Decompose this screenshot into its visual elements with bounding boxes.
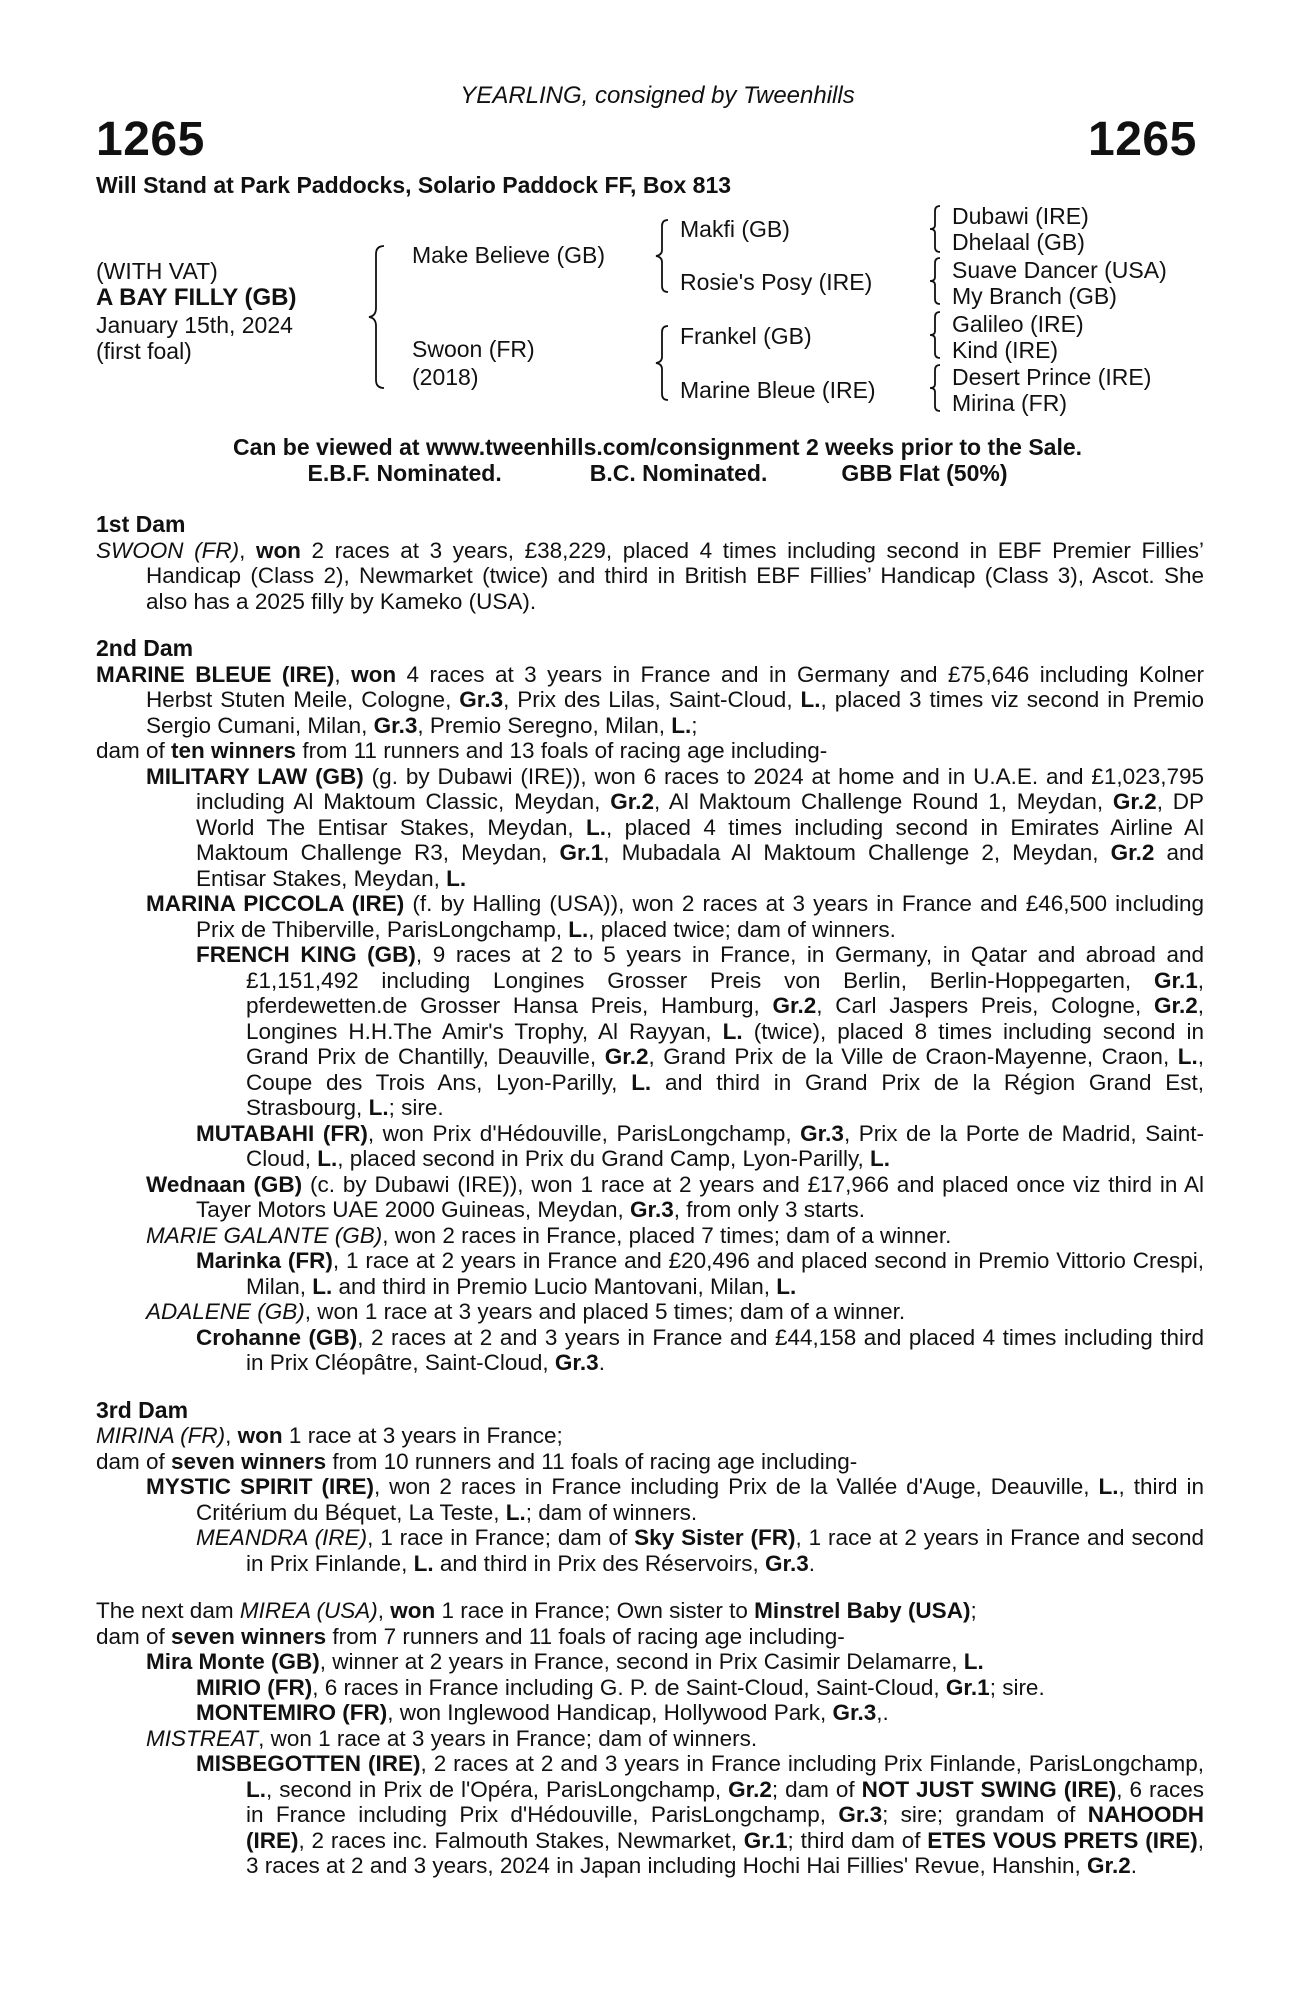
ancestor-g2: Dhelaal (GB) — [952, 229, 1085, 255]
ancestor-g1: Dubawi (IRE) — [952, 203, 1089, 229]
dam-dam: Marine Bleue (IRE) — [680, 377, 876, 403]
second-dam-entry: MARINE BLEUE (IRE), won 4 races at 3 years in France and in Germany and £75,646 including Kolner Herbst Stuten Meile, Cologne, Gr.3, Prix des Lilas, Saint-Cloud, L., placed 3 times viz second in Premio Sergio Cumani, Milan, Gr.3, Premio Seregno, Milan, L.; — [96, 661, 1204, 738]
horse-name: A BAY FILLY (GB) — [96, 284, 297, 311]
ancestor-g8: Mirina (FR) — [952, 390, 1067, 416]
bc-nominated: B.C. Nominated. — [589, 460, 768, 486]
produce-meandra: MEANDRA (IRE), 1 race in France; dam of Sky Sister (FR), 1 race at 2 years in France and second in Prix Finlande, L. and third in Prix des Réservoirs, Gr.3. — [196, 1525, 1204, 1576]
nominations-line — [0, 460, 1315, 487]
pedigree-brace-4 — [926, 204, 946, 254]
ancestor-g6: Kind (IRE) — [952, 337, 1059, 363]
first-dam-entry: SWOON (FR), won 2 races at 3 years, £38,229, placed 4 times including second in EBF Premier Fillies’ Handicap (Class 2), Newmarket (twice) and third in British EBF Fillies’ Handicap (Class 3), Ascot. She also has a 2025 filly by Kameko (USA). — [96, 537, 1204, 614]
ancestor-g4: My Branch (GB) — [952, 283, 1117, 309]
produce-marie-galante: MARIE GALANTE (GB), won 2 races in France, placed 7 times; dam of a winner. — [146, 1222, 952, 1248]
viewing-notice: Can be viewed at www.tweenhills.com/consignment 2 weeks prior to the Sale. — [232, 434, 1083, 460]
produce-wednaan: Wednaan (GB) (c. by Dubawi (IRE)), won 1 race at 2 years and £17,966 and placed once viz third in Al Tayer Motors UAE 2000 Guineas, Meydan, Gr.3, from only 3 starts. — [146, 1171, 1205, 1222]
dam-sire: Frankel (GB) — [680, 323, 812, 349]
catalogue-body — [96, 512, 1204, 1879]
third-dam-entry: MIRINA (FR), won 1 race at 3 years in France; — [96, 1423, 563, 1448]
produce-crohanne: Crohanne (GB), 2 races at 2 and 3 years in France and £44,158 and placed 4 times including third in Prix Cléopâtre, Saint-Cloud, Gr.3. — [196, 1324, 1204, 1375]
sire-sire: Makfi (GB) — [680, 216, 790, 242]
section-heading-3rd-dam: 3rd Dam — [96, 1396, 189, 1423]
sire-dam: Rosie's Posy (IRE) — [680, 269, 873, 295]
foaling-date: January 15th, 2024 — [96, 312, 293, 338]
produce-mirio: MIRIO (FR), 6 races in France including G. P. de Saint-Cloud, Saint-Cloud, Gr.1; sire. — [196, 1674, 1045, 1700]
dam-name: Swoon (FR) — [412, 336, 535, 362]
section-heading-1st-dam: 1st Dam — [96, 511, 186, 537]
pedigree-brace-5 — [926, 256, 946, 306]
pedigree-brace-1 — [366, 244, 390, 390]
next-dam-produce-summary: dam of seven winners from 7 runners and 11 foals of racing age including- — [96, 1623, 845, 1649]
vat-note: (WITH VAT) — [96, 258, 218, 284]
dam-year: (2018) — [412, 364, 479, 390]
lot-number-right: 1265 — [1088, 113, 1197, 166]
pedigree-brace-6 — [926, 310, 946, 360]
produce-mistreat: MISTREAT, won 1 race at 3 years in France; dam of winners. — [146, 1725, 758, 1751]
produce-marinka: Marinka (FR), 1 race at 2 years in France and £20,496 and placed second in Premio Vittorio Crespi, Milan, L. and third in Premio Lucio Mantovani, Milan, L. — [196, 1248, 1205, 1299]
produce-adalene: ADALENE (GB), won 1 race at 3 years and placed 5 times; dam of a winner. — [146, 1299, 906, 1324]
ancestor-g3: Suave Dancer (USA) — [952, 257, 1167, 283]
produce-mystic-spirit: MYSTIC SPIRIT (IRE), won 2 races in France including Prix de la Vallée d'Auge, Deauville, L., third in Critérium du Béquet, La Teste, L.; dam of winners. — [146, 1474, 1205, 1525]
ancestor-g7: Desert Prince (IRE) — [952, 364, 1152, 390]
stand-location: Will Stand at Park Paddocks, Solario Paddock FF, Box 813 — [96, 172, 732, 198]
pedigree-brace-3 — [652, 324, 674, 402]
consignment-caption: YEARLING, consigned by Tweenhills — [460, 82, 855, 109]
produce-military-law: MILITARY LAW (GB) (g. by Dubawi (IRE)), won 6 races to 2024 at home and in U.A.E. and £1,023,795 including Al Maktoum Classic, Meydan, Gr.2, Al Maktoum Challenge Round 1, Meydan, Gr.2, DP World The Entisar Stakes, Meydan, L., placed 4 times including second in Emirates Airline Al Maktoum Challenge R3, Meydan, Gr.1, Mubadala Al Maktoum Challenge 2, Meydan, Gr.2 and Entisar Stakes, Meydan, L. — [146, 763, 1205, 891]
produce-mira-monte: Mira Monte (GB), winner at 2 years in France, second in Prix Casimir Delamarre, L. — [146, 1649, 984, 1674]
produce-montemiro: MONTEMIRO (FR), won Inglewood Handicap, Hollywood Park, Gr.3,. — [196, 1700, 889, 1725]
ebf-nominated: E.B.F. Nominated. — [307, 460, 502, 486]
sire-name: Make Believe (GB) — [412, 242, 606, 268]
foal-note: (first foal) — [96, 338, 192, 364]
pedigree-brace-7 — [926, 363, 946, 413]
produce-french-king: FRENCH KING (GB), 9 races at 2 to 5 years in France, in Germany, in Qatar and abroad and £1,151,492 including Longines Grosser Preis von Berlin, Berlin-Hoppegarten, Gr.1, pferdewetten.de Grosser Hansa Preis, Hamburg, Gr.2, Carl Jaspers Preis, Cologne, Gr.2, Longines H.H.The Amir's Trophy, Al Rayyan, L. (twice), placed 8 times including second in Grand Prix de Chantilly, Deauville, Gr.2, Grand Prix de la Ville de Craon-Mayenne, Craon, L., Coupe des Trois Ans, Lyon-Parilly, L. and third in Grand Prix de la Région Grand Est, Strasbourg, L.; sire. — [196, 942, 1205, 1120]
ancestor-g5: Galileo (IRE) — [952, 311, 1084, 337]
section-heading-2nd-dam: 2nd Dam — [96, 635, 194, 661]
lot-number-left: 1265 — [96, 113, 205, 166]
gbb-flat: GBB Flat (50%) — [841, 460, 1008, 486]
third-dam-produce-summary: dam of seven winners from 10 runners and 11 foals of racing age including- — [96, 1448, 858, 1474]
produce-marina-piccola: MARINA PICCOLA (IRE) (f. by Halling (USA)), won 2 races at 3 years in France and £46,500 including Prix de Thiberville, ParisLongchamp, L., placed twice; dam of winners. — [146, 891, 1204, 942]
second-dam-produce-summary: dam of ten winners from 11 runners and 13 foals of racing age including- — [96, 738, 828, 763]
next-dam-entry: The next dam MIREA (USA), won 1 race in France; Own sister to Minstrel Baby (USA); — [96, 1598, 977, 1623]
produce-misbegotten: MISBEGOTTEN (IRE), 2 races at 2 and 3 years in France including Prix Finlande, ParisLongchamp, L., second in Prix de l'Opéra, ParisLongchamp, Gr.2; dam of NOT JUST SWING (IRE), 6 races in France including Prix d'Hédouville, ParisLongchamp, Gr.3; sire; grandam of NAHOODH (IRE), 2 races inc. Falmouth Stakes, Newmarket, Gr.1; third dam of ETES VOUS PRETS (IRE), 3 races at 2 and 3 years, 2024 in Japan including Hochi Hai Fillies' Revue, Hanshin, Gr.2. — [196, 1751, 1204, 1878]
pedigree-brace-2 — [652, 218, 674, 294]
produce-mutabahi: MUTABAHI (FR), won Prix d'Hédouville, ParisLongchamp, Gr.3, Prix de la Porte de Madrid, Saint-Cloud, L., placed second in Prix du Grand Camp, Lyon-Parilly, L. — [196, 1120, 1204, 1171]
